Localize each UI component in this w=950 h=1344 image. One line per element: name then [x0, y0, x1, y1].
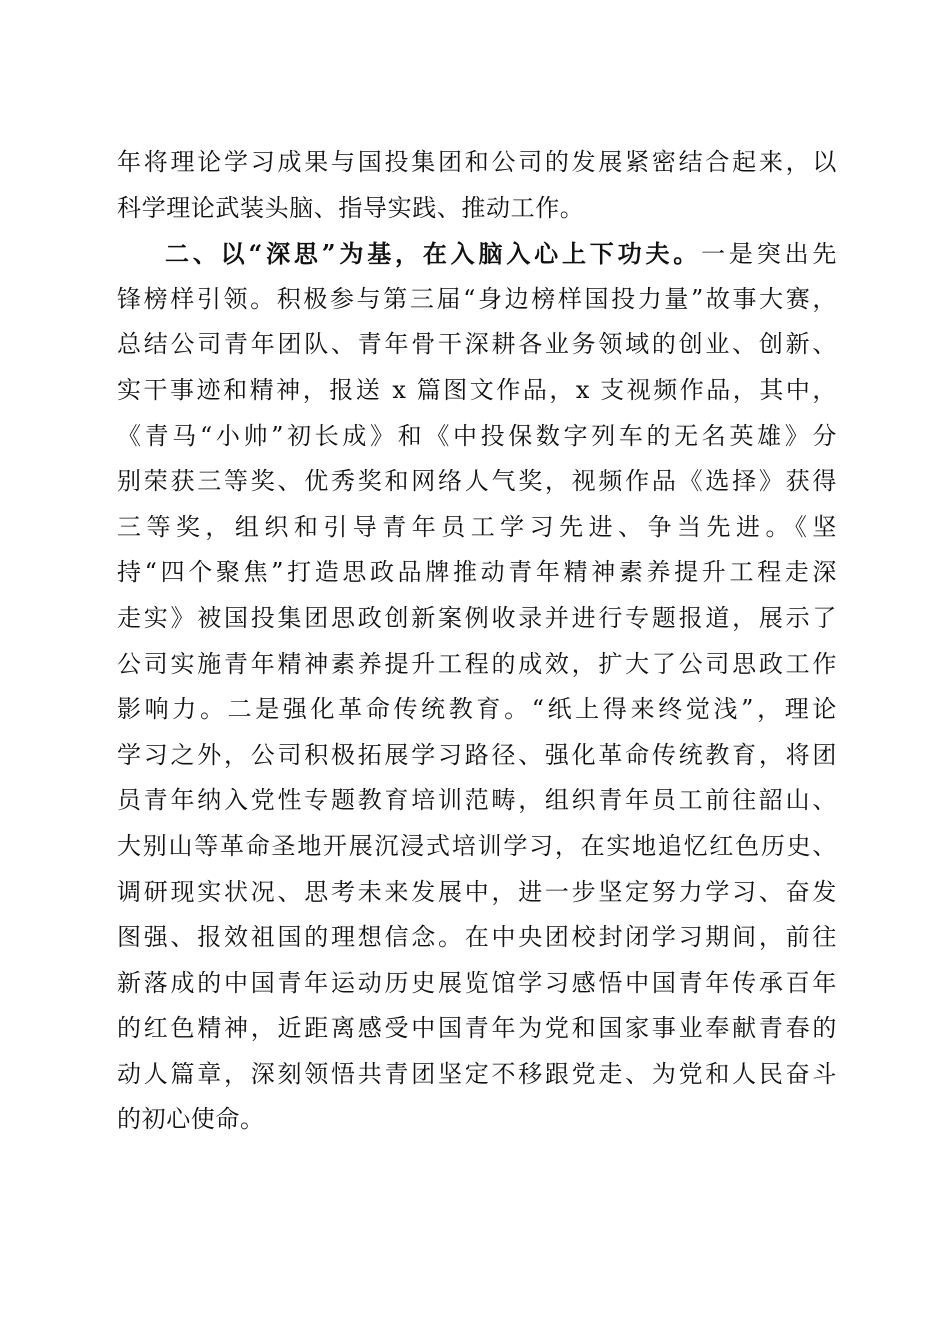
- text-line: 别荣获三等奖、优秀奖和网络人气奖，视频作品《选择》获得: [117, 467, 837, 496]
- text-line: 新落成的中国青年运动历史展览馆学习感悟中国青年传承百年: [117, 968, 837, 997]
- text-line: 科学理论武装头脑、指导实践、推动工作。: [117, 193, 585, 222]
- text-line: 总结公司青年团队、青年骨干深耕各业务领域的创业、创新、: [117, 330, 837, 359]
- text-line: 年将理论学习成果与国投集团和公司的发展紧密结合起来，以: [117, 148, 837, 176]
- text-line: 的红色精神，近距离感受中国青年为党和国家事业奉献青春的: [117, 1014, 837, 1043]
- text-line: 三等奖，组织和引导青年员工学习先进、争当先进。《坚: [117, 512, 837, 541]
- text-line: 锋榜样引领。积极参与第三届“身边榜样国投力量”故事大赛，: [117, 284, 837, 313]
- text-line: 公司实施青年精神素养提升工程的成效，扩大了公司思政工作: [117, 649, 837, 678]
- body-text: [117, 140, 837, 1143]
- text-line: 学习之外，公司积极拓展学习路径、强化革命传统教育，将团: [117, 740, 837, 769]
- section-heading: 二、以“深思”为基，在入脑入心上下功夫。: [165, 239, 702, 269]
- text-line: 大别山等革命圣地开展沉浸式培训学习，在实地追忆红色历史、: [117, 831, 837, 860]
- text-line: 动人篇章，深刻领悟共青团坚定不移跟党走、为党和人民奋斗: [117, 1059, 837, 1088]
- text-line: 调研现实状况、思考未来发展中，进一步坚定努力学习、奋发: [117, 877, 837, 906]
- text-line: 实干事迹和精神，报送 x 篇图文作品，x 支视频作品，其中，: [117, 375, 837, 404]
- text-line: 影响力。二是强化革命传统教育。“纸上得来终觉浅”，理论: [117, 695, 837, 724]
- heading-followup-text: 一是突出先: [701, 240, 838, 269]
- text-line: 图强、报效祖国的理想信念。在中央团校封闭学习期间，前往: [117, 923, 837, 952]
- text-line: 的初心使命。: [117, 1105, 265, 1134]
- text-line: 走实》被国投集团思政创新案例收录并进行专题报道，展示了: [117, 603, 837, 632]
- text-line: 持“四个聚焦”打造思政品牌推动青年精神素养提升工程走深: [117, 558, 837, 587]
- section-heading-line: [117, 231, 837, 277]
- text-line: 员青年纳入党性专题教育培训范畴，组织青年员工前往韶山、: [117, 786, 837, 815]
- text-line: 《青马“小帅”初长成》和《中投保数字列车的无名英雄》分: [117, 421, 837, 450]
